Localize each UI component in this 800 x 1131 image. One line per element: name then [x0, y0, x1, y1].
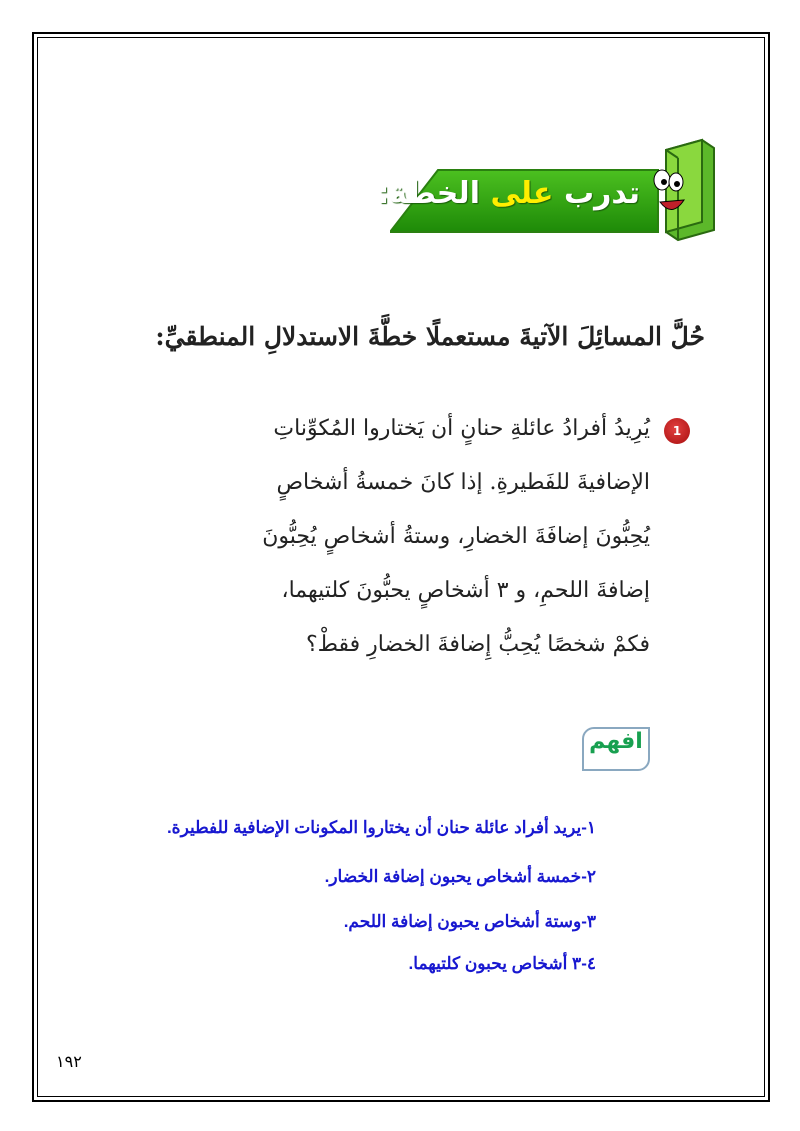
fact-item: ٢-خمسة أشخاص يحبون إضافة الخضار. [324, 867, 596, 886]
fact-item: ١-يريد أفراد عائلة حنان أن يختاروا المكونات الإضافية للفطيرة. [166, 818, 596, 837]
problem-line: يُحِبُّونَ إضافَةَ الخضارِ، وستةُ أشخاصٍ يُحِبُّونَ [262, 524, 650, 549]
page-number: ١٩٢ [56, 1052, 82, 1071]
problem-line: فكمْ شخصًا يُحِبُّ إِضافةَ الخضارِ فقطْ؟ [305, 632, 650, 657]
book-mascot-icon [652, 138, 716, 242]
fact-item: ٤-٣ أشخاص يحبون كلتيهما. [408, 954, 596, 973]
instructions-heading: حُلَّ المسائِلَ الآتيةَ مستعملًا خطَّةَ الاستدلالِ المنطقيِّ: [155, 322, 705, 351]
problem-number-badge: 1 [664, 418, 690, 444]
problem-line: الإضافيةَ للفَطيرةِ. إذا كانَ خمسةُ أشخاصٍ [276, 470, 650, 495]
fact-item: ٣-وستة أشخاص يحبون إضافة اللحم. [343, 912, 596, 931]
problem-line: إضافةَ اللحمِ، و ٣ أشخاصٍ يحبُّونَ كلتيهما، [281, 578, 650, 603]
banner-title-word2: على [490, 176, 554, 211]
banner-title-word1: تدرب [563, 176, 640, 211]
problem-line: يُرِيدُ أفرادُ عائلةِ حنانٍ أن يَختاروا المُكوِّناتِ [273, 416, 650, 441]
banner-title-word3: الخطة: [377, 176, 480, 211]
practice-plan-banner [377, 168, 660, 234]
understand-label-box: افهم [582, 727, 650, 771]
